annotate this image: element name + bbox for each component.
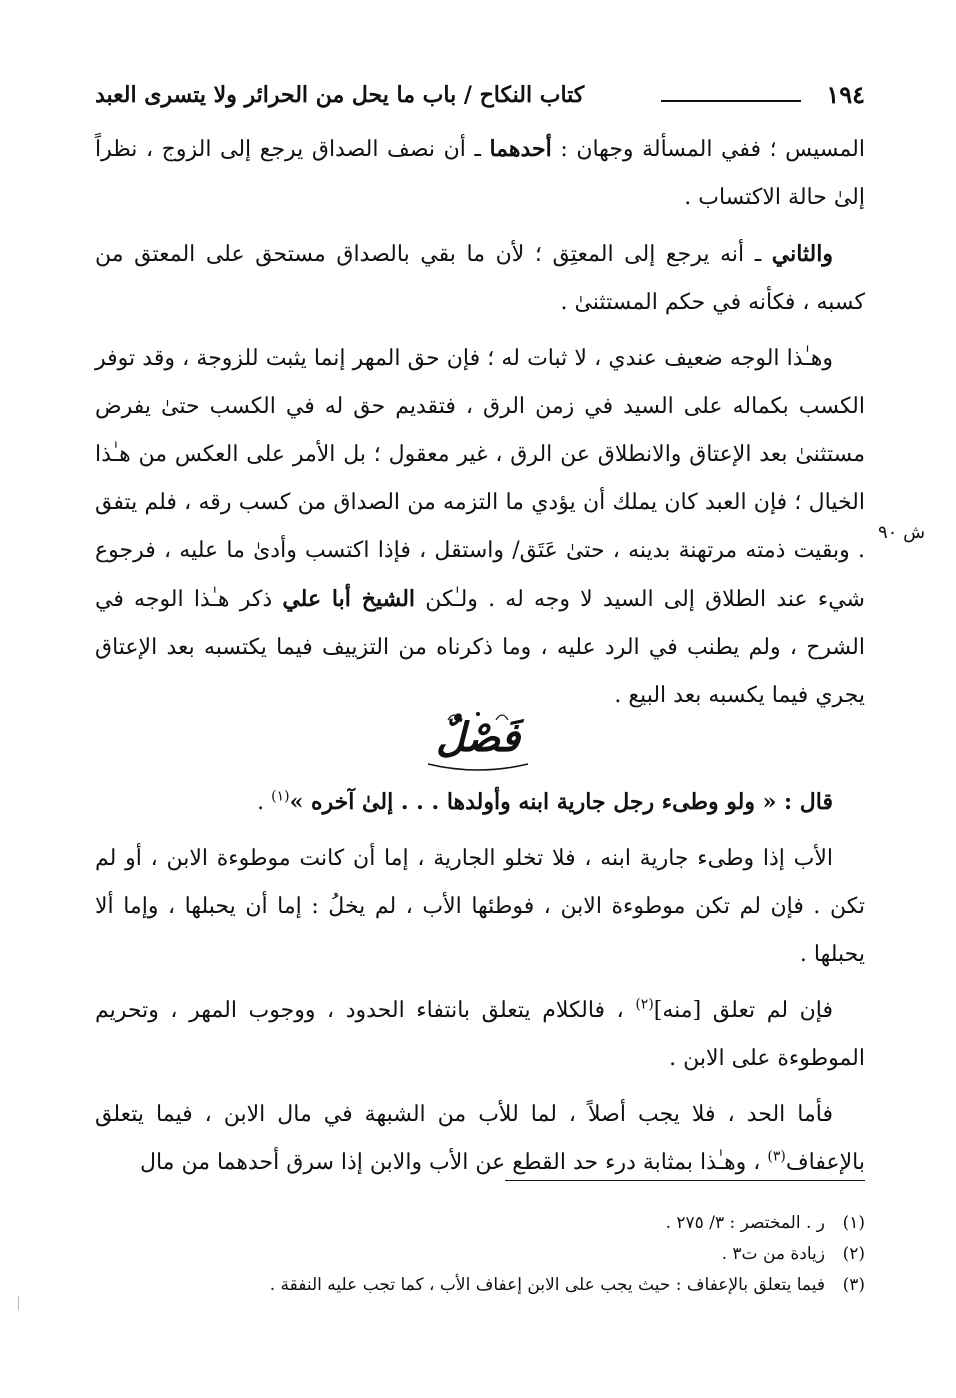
sp3-text-a: فأما الحد ، فلا يجب أصلاً ، لما للأب من الشبهة في مال الابن ، فيما يتعلق بالإعفاف [95,1102,865,1175]
body-text [95,125,865,728]
footnotes [95,1208,865,1301]
section-heading-ornament [418,706,538,776]
p1-text-b: ـ أن نصف الصداق يرجع إلى الزوج ، نظراً إلىٰ حالة الاكتساب . [95,137,865,210]
section-heading: فَصْلٌ [435,714,521,761]
footnote-number: (٣) [842,1275,865,1295]
sp3-text-b: ، وهـٰذا بمثابة درء حد القطع عن الأب والابن إذا سرق أحدهما من مال [139,1150,768,1175]
p3-text-a: وهـٰذا الوجه ضعيف عندي ، لا ثبات له ؛ فإن حق المهر إنما يثبت للزوجة ، وقد توفر الكسب بكماله على السيد في زمن الرق ، فتقديم حق له في الكسب حتىٰ يفرض مستثنىٰ بعد الإعتاق والانطلاق عن الرق ، غير معقول ؛ بل الأمر على العكس من هـٰذا الخيال ؛ فإن العبد كان يملك أن يؤدي ما التزمه من الصداق من كسب رقه ، فلم يتفق . وبقيت ذمته مرتهنة بدينه ، حتىٰ عَتَق/ واستقل ، فإذا اكتسب وأدىٰ ما عليه ، فرجوع شيء عند الطلاق إلى السيد لا وجه له . ولـٰكن [95,346,865,612]
footnote-ref-2: (٢) [635,996,654,1013]
sp2-text-a: فإن لم تعلق [منه] [653,998,834,1023]
section-paragraph-3 [95,1091,865,1187]
section-paragraph-2 [95,987,865,1083]
footnote-ref-3: (٣) [767,1148,786,1165]
footnote-text: فيما يتعلق بالإعفاف : حيث يجب على الابن إعفاف الأب ، كما تجب عليه النفقة . [269,1275,825,1295]
section-text [95,778,865,1195]
p1-bold: أحدهما [489,136,552,162]
quote-text: قال : « ولو وطىء رجل جارية ابنه وأولدها . . . إلىٰ آخره » [289,789,833,815]
footnote-number: (١) [842,1213,865,1233]
footnote-1 [95,1208,865,1239]
p1-text-a: المسيس ؛ ففي المسألة وجهان : [551,137,866,162]
section-paragraph-1: الأب إذا وطىء جارية ابنه ، فلا تخلو الجارية ، إما أن كانت موطوءة الابن ، أو لم تكن . فإن لم تكن موطوءة الابن ، فوطئها الأب ، لم يخلُ : إما أن يحبلها ، وإما ألا يحبلها . [95,846,865,967]
quote-end: . [257,790,272,815]
footnote-3 [95,1270,865,1301]
margin-note: ش ٩٠ [878,522,926,543]
running-header [95,78,865,118]
scan-edge-mark [18,1296,19,1310]
sp2-text-b: ، فالكلام يتعلق بانتفاء الحدود ، ووجوب المهر ، وتحريم الموطوءة على الابن . [95,998,865,1071]
paragraph-2 [95,230,865,327]
p2-text: ـ أنه يرجع إلى المعتِق ؛ لأن ما بقي بالصداق مستحق على المعتق من كسبه ، فكأنه في حكم المستثنىٰ . [95,242,865,315]
footnote-2 [95,1239,865,1270]
p2-bold: والثاني [771,241,833,267]
footnote-ref-1: (١) [271,788,290,805]
page-number: ١٩٤ [826,80,865,109]
header-rule [661,100,801,102]
footnote-text: ر . المختصر : ٣/ ٢٧٥ . [665,1213,825,1233]
footnote-separator [505,1180,865,1181]
footnote-number: (٢) [842,1244,865,1264]
running-title: كتاب النكاح / باب ما يحل من الحرائر ولا يتسرى العبد [95,82,585,108]
footnote-text: زيادة من ت٣ . [721,1244,825,1264]
quote-line [95,778,865,827]
paragraph-3 [95,335,865,720]
p3-bold: الشيخ أبا علي [282,586,416,612]
paragraph-1 [95,125,865,222]
p3-text-b: ذكر هـٰذا الوجه في الشرح ، ولم يطنب في الرد عليه ، وما ذكرناه من التزييف فيما يكتسبه بعد الإعتاق يجري فيما يكسبه بعد البيع . [95,587,865,708]
